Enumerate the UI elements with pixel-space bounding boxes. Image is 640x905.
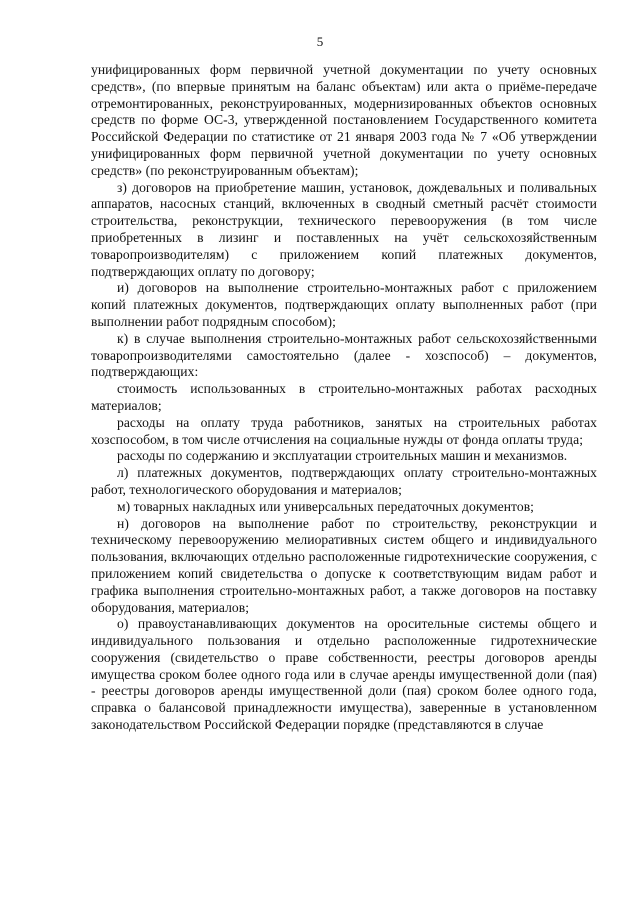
paragraph-materials-cost: стоимость использованных в строительно-монтажных работах расходных материалов; xyxy=(91,381,597,413)
paragraph-item-n: н) договоров на выполнение работ по строительству, реконструкции и техническому перевооружению мелиоративных систем общего и индивидуального пользования, включающих отдельно расположенные гидротехнические сооружения, с приложением копий свидетельства о допуске к соответствующим видам работ и графика выполнения строительно-монтажных работ, а также договоров на поставку оборудования, материалов; xyxy=(91,515,597,615)
paragraph-item-k: к) в случае выполнения строительно-монтажных работ сельскохозяйственными товаропроизводителями самостоятельно (далее - хозспособ) – документов, подтверждающих: xyxy=(91,330,597,380)
paragraph-item-o: о) правоустанавливающих документов на оросительные системы общего и индивидуального пользования и отдельно расположенные гидротехнические сооружения (свидетельство о праве собственности, реестры договоров аренды имущества сроком более одного года или в случае аренды имущественной доли (пая) - реестры договоров аренды имущественной доли (пая) сроком более одного года, справка о балансовой принадлежности имущества), заверенные в установленном законодательством Российской Федерации порядке (представляются в случае xyxy=(91,616,597,733)
paragraph-labor-costs: расходы на оплату труда работников, занятых на строительных работах хозспособом, в том числе отчисления на социальные нужды от фонда оплаты труда; xyxy=(91,414,597,447)
page-number: 5 xyxy=(316,34,324,49)
paragraph-item-l: л) платежных документов, подтверждающих оплату строительно-монтажных работ, технологического оборудования и материалов; xyxy=(91,465,597,497)
paragraph-item-z: з) договоров на приобретение машин, установок, дождевальных и поливальных аппаратов, насосных станций, включенных в сводный сметный расчёт стоимости строительства, реконструкции, технического перевооружения (в том числе приобретенных в лизинг и поставленных на учёт сельскохозяйственным товаропроизводителям) с приложением копий платежных документов, подтверждающих оплату по договору; xyxy=(91,179,597,279)
document-body xyxy=(91,62,597,734)
paragraph-item-i: и) договоров на выполнение строительно-монтажных работ с приложением копий платежных документов, подтверждающих оплату выполненных работ (при выполнении работ подрядным способом); xyxy=(91,280,597,329)
paragraph-continuation: унифицированных форм первичной учетной документации по учету основных средств», (по впервые принятым на баланс объектам) или акта о приёме-передаче отремонтированных, реконструированных, модернизированных объектов основных средств по форме ОС-3, утвержденной постановлением Государственного комитета Российской Федерации по статистике от 21 января 2003 года № 7 «Об утверждении унифицированных форм первичной учетной документации по учету основных средств» (по реконструированным объектам); xyxy=(91,62,597,178)
paragraph-machinery-costs: расходы по содержанию и эксплуатации строительных машин и механизмов. xyxy=(117,448,568,464)
paragraph-item-m: м) товарных накладных или универсальных передаточных документов; xyxy=(117,498,535,514)
